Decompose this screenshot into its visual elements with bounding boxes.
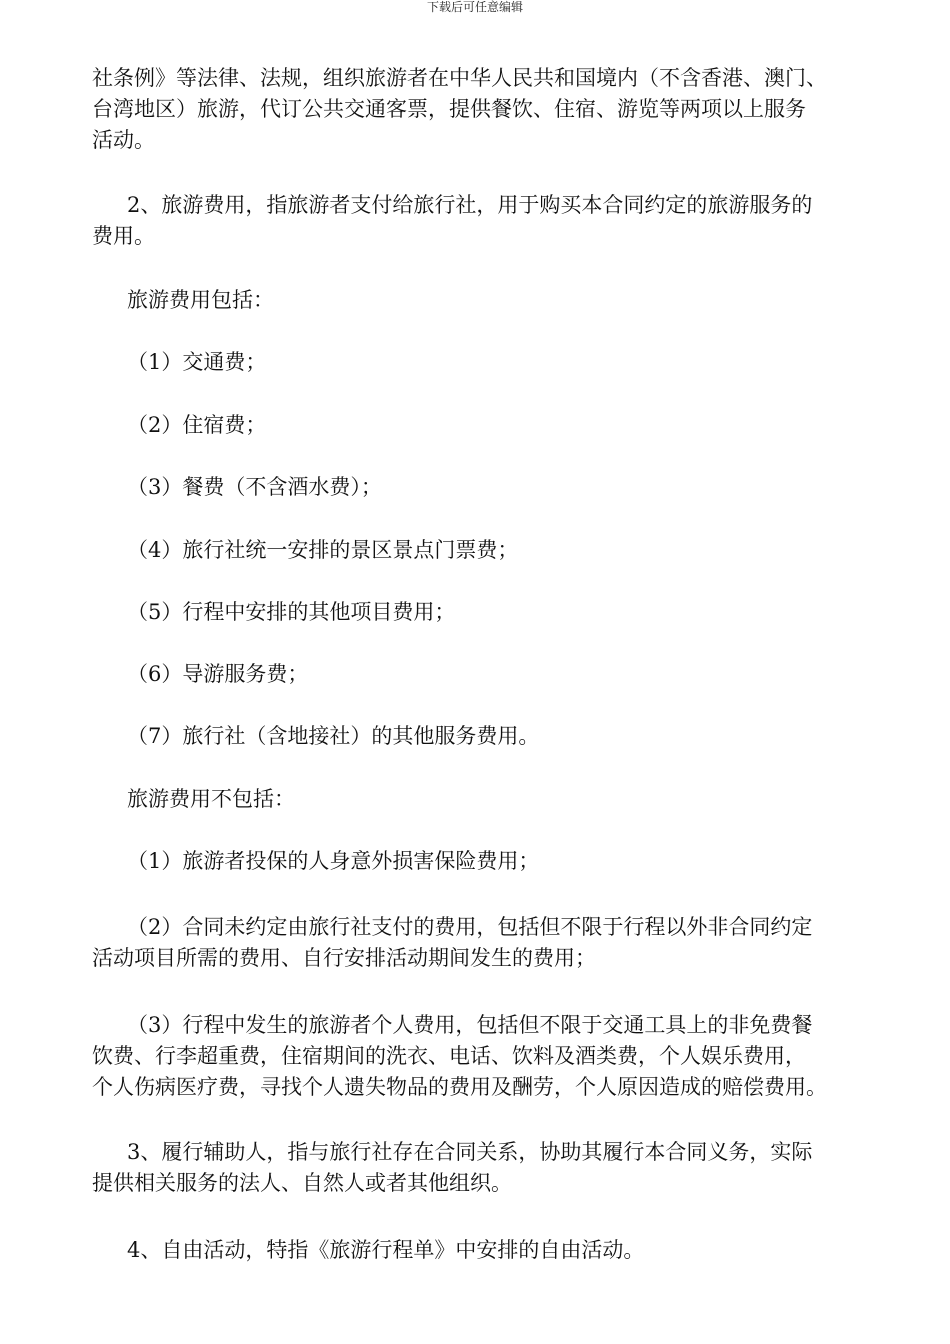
text-line: 3、履行辅助人，指与旅行社存在合同关系，协助其履行本合同义务，实际 xyxy=(127,1140,813,1164)
text-line: （2）合同未约定由旅行社支付的费用，包括但不限于行程以外非合同约定 xyxy=(127,915,813,939)
list-item-include-6 xyxy=(92,659,897,690)
text-line: （1）旅游者投保的人身意外损害保险费用； xyxy=(127,849,540,873)
text-line: 旅游费用包括： xyxy=(127,288,274,312)
text-line: （6）导游服务费； xyxy=(127,662,309,686)
text-line: （2）住宿费； xyxy=(127,413,267,437)
list-item-include-5 xyxy=(92,597,897,628)
text-line: 提供相关服务的法人、自然人或者其他组织。 xyxy=(92,1171,512,1195)
text-line: （1）交通费； xyxy=(127,350,267,374)
text-line: （5）行程中安排的其他项目费用； xyxy=(127,600,456,624)
text-line: （3）行程中发生的旅游者个人费用，包括但不限于交通工具上的非免费餐 xyxy=(127,1013,813,1037)
text-line: 4、自由活动，特指《旅游行程单》中安排的自由活动。 xyxy=(127,1238,645,1262)
list-item-exclude-3 xyxy=(92,1010,897,1103)
list-item-exclude-1 xyxy=(92,846,897,877)
paragraph-definition-4 xyxy=(92,1235,897,1266)
paragraph-fees-include-heading xyxy=(92,285,897,316)
list-item-include-3 xyxy=(92,472,897,503)
list-item-include-1 xyxy=(92,347,897,378)
paragraph-definition-3 xyxy=(92,1137,897,1199)
text-line: （7）旅行社（含地接社）的其他服务费用。 xyxy=(127,724,540,748)
list-item-include-7 xyxy=(92,721,897,752)
text-line: 活动。 xyxy=(92,128,155,152)
text-line: 2、旅游费用，指旅游者支付给旅行社，用于购买本合同约定的旅游服务的 xyxy=(127,193,813,217)
list-item-include-4 xyxy=(92,535,897,566)
paragraph-fees-exclude-heading xyxy=(92,784,897,815)
paragraph-intro xyxy=(92,63,897,156)
list-item-exclude-2 xyxy=(92,912,897,974)
text-line: 旅游费用不包括： xyxy=(127,787,295,811)
text-line: 饮费、行李超重费，住宿期间的洗衣、电话、饮料及酒类费，个人娱乐费用， xyxy=(92,1044,806,1068)
text-line: 个人伤病医疗费，寻找个人遗失物品的费用及酬劳，个人原因造成的赔偿费用。 xyxy=(92,1075,827,1099)
text-line: （4）旅行社统一安排的景区景点门票费； xyxy=(127,538,519,562)
text-line: 活动项目所需的费用、自行安排活动期间发生的费用； xyxy=(92,946,596,970)
list-item-include-2 xyxy=(92,410,897,441)
text-line: （3）餐费（不含酒水费）； xyxy=(127,475,382,499)
page-header: 下载后可任意编辑 xyxy=(426,0,523,14)
paragraph-definition-2 xyxy=(92,190,897,252)
text-line: 社条例》等法律、法规，组织旅游者在中华人民共和国境内（不含香港、澳门、 xyxy=(92,66,827,90)
text-line: 台湾地区）旅游，代订公共交通客票，提供餐饮、住宿、游览等两项以上服务 xyxy=(92,97,806,121)
text-line: 费用。 xyxy=(92,224,155,248)
